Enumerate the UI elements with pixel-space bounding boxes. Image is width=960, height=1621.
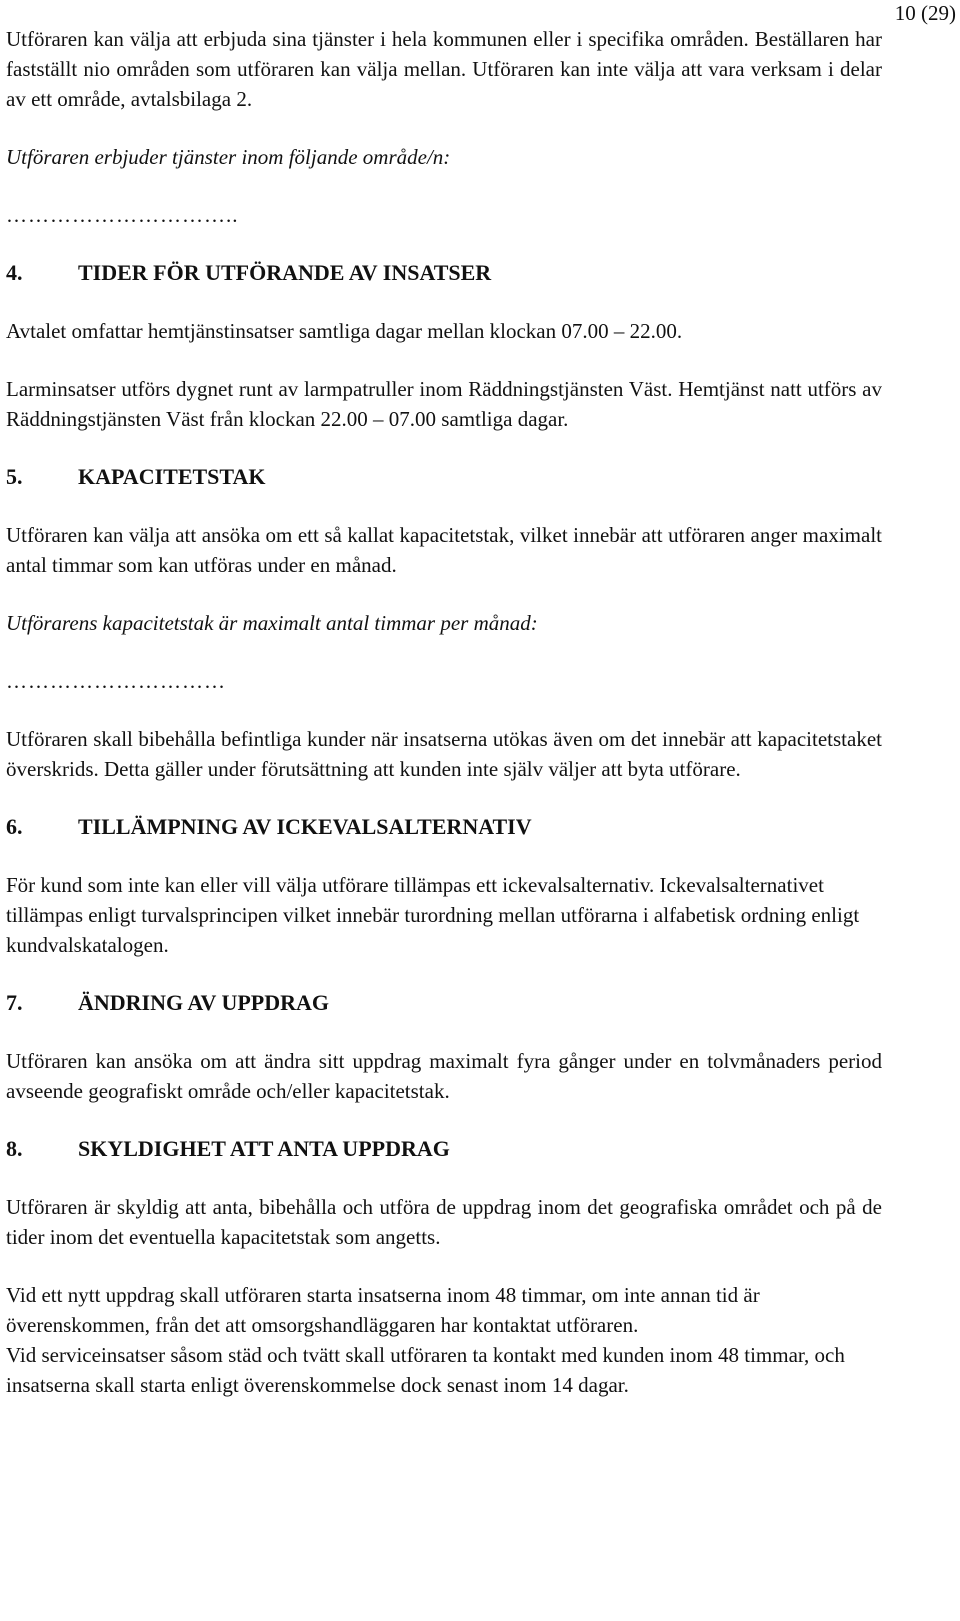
section-6-title: TILLÄMPNING AV ICKEVALSALTERNATIV (78, 814, 532, 839)
section-7-number: 7. (6, 990, 23, 1015)
section-5-paragraph-1: Utföraren kan välja att ansöka om ett så kallat kapacitetstak, vilket innebär att utföraren anger maximalt antal timmar som kan utföras under en månad. (6, 523, 882, 577)
section-4-paragraph-2: Larminsatser utförs dygnet runt av larmpatruller inom Räddningstjänsten Väst. Hemtjänst natt utförs av Räddningstjänsten Väst från klockan 22.00 – 07.00 samtliga dagar. (6, 377, 882, 431)
section-4-paragraph-1: Avtalet omfattar hemtjänstinsatser samtliga dagar mellan klockan 07.00 – 22.00. (6, 319, 683, 343)
section-5-paragraph-3: Utföraren skall bibehålla befintliga kunder när insatserna utökas även om det innebär att kapacitetstaket överskrids. Detta gäller under förutsättning att kunden inte själv väljer att byta utförare. (6, 727, 882, 781)
page-number: 10 (29) (894, 1, 956, 25)
section-8-heading (6, 1134, 882, 1164)
capacity-prompt: Utförarens kapacitetstak är maximalt antal timmar per månad: (6, 611, 538, 635)
intro-paragraph: Utföraren kan välja att erbjuda sina tjänster i hela kommunen eller i specifika områden. Beställaren har fastställt nio områden som utföraren kan välja mellan. Utföraren kan inte välja att vara verksam i delar av ett område, avtalsbilaga 2. (6, 27, 882, 111)
section-5-title: KAPACITETSTAK (78, 464, 266, 489)
section-8-paragraph-2: Vid ett nytt uppdrag skall utföraren starta insatserna inom 48 timmar, om inte annan tid är överenskommen, från det att omsorgshandläggaren har kontaktat utföraren. (6, 1283, 760, 1337)
section-6-paragraph-1: För kund som inte kan eller vill välja utförare tillämpas ett ickevalsalternativ. Ickevalsalternativet tillämpas enligt turvalsprincipen vilket innebär turordning mellan utförarna i alfabetisk ordning enligt kundvalskatalogen. (6, 873, 860, 957)
section-7-paragraph-1: Utföraren kan ansöka om att ändra sitt uppdrag maximalt fyra gånger under en tolvmånaders period avseende geografiskt område och/eller kapacitetstak. (6, 1049, 882, 1103)
section-8-paragraph-1: Utföraren är skyldig att anta, bibehålla och utföra de uppdrag inom det geografiska området och på de tider inom det eventuella kapacitetstak som angetts. (6, 1195, 882, 1249)
document-body (6, 24, 882, 1400)
area-fill-in-line: ………………………….. (6, 203, 239, 227)
section-6-number: 6. (6, 814, 23, 839)
section-8-number: 8. (6, 1136, 23, 1161)
section-6-heading (6, 812, 882, 842)
section-5-number: 5. (6, 464, 23, 489)
section-5-heading (6, 462, 882, 492)
section-8-title: SKYLDIGHET ATT ANTA UPPDRAG (78, 1136, 450, 1161)
section-7-heading (6, 988, 882, 1018)
intro-area-prompt: Utföraren erbjuder tjänster inom följande område/n: (6, 145, 451, 169)
section-7-title: ÄNDRING AV UPPDRAG (78, 990, 329, 1015)
section-4-title: TIDER FÖR UTFÖRANDE AV INSATSER (78, 260, 492, 285)
section-8-paragraph-3: Vid serviceinsatser såsom städ och tvätt skall utföraren ta kontakt med kunden inom 48 timmar, och insatserna skall starta enligt överenskommelse dock senast inom 14 dagar. (6, 1343, 845, 1397)
section-4-number: 4. (6, 260, 23, 285)
capacity-fill-in-line: ………………………… (6, 669, 226, 693)
section-4-heading (6, 258, 882, 288)
